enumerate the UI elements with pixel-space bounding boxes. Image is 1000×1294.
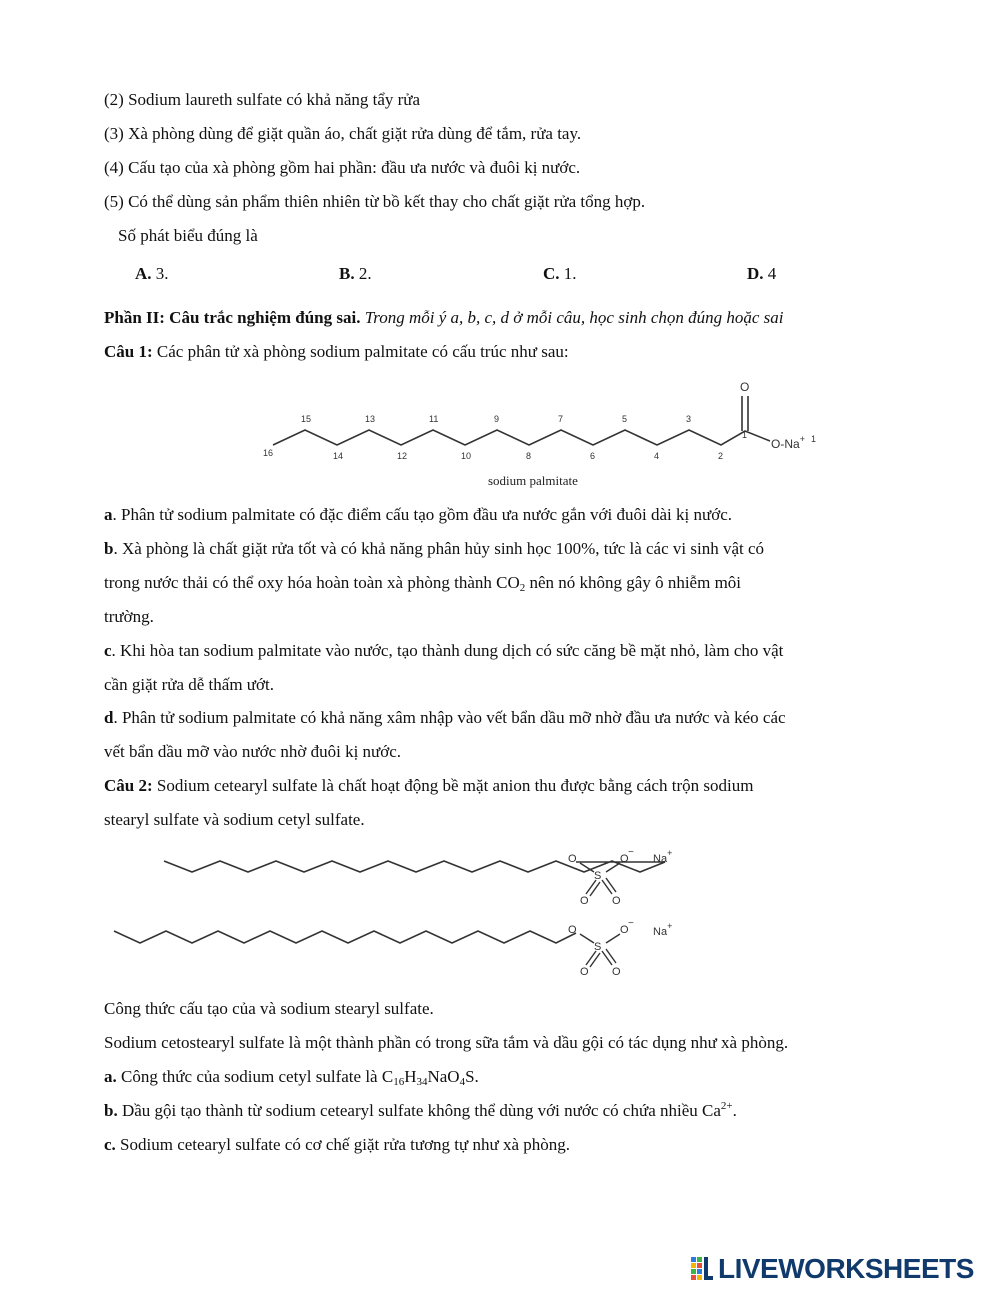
stearyl-minus: − [628,918,634,929]
q1-c-text1: . Khi hòa tan sodium palmitate vào nước, tạo thành dung dịch có sức căng bề mặt nhỏ, làm cho vật [111,641,784,660]
q2-b-sup: 2+ [720,1100,733,1112]
q2-stem-line2: stearyl sulfate và sodium cetyl sulfate. [104,810,365,829]
cetyl-na: Na [653,853,668,865]
carbon-8: 8 [526,451,532,461]
stearyl-s-o-double-b [590,953,600,967]
carbon-1: 1 [742,430,748,440]
q1-item-d-line1 [104,707,786,729]
statement-5: (5) Có thể dùng sản phẩm thiên nhiên từ bồ kết thay cho chất giặt rửa tổng hợp. [104,192,646,211]
stearyl-sodium [653,921,672,938]
cetyl-s-o-bond [606,863,620,872]
sodium-label: -Na [780,437,800,451]
option-d [747,263,776,285]
cetyl-s-o-double-c [602,880,612,894]
statement-4: (4) Cấu tạo của xà phòng gồm hai phần: đầu ưa nước và đuôi kị nước. [104,158,581,177]
cetyl-sodium [653,848,672,865]
carbon-3: 3 [686,414,692,424]
stearyl-sulfate-group [568,918,672,978]
stearyl-oxygen-lower-left: O [580,966,589,978]
q1-label: Câu 1: [104,342,153,361]
q2-stem-line1 [104,775,753,797]
stearyl-o-s-bond [580,934,594,943]
q2-text1: Sodium cetearyl sulfate là chất hoạt động bề mặt anion thu được bằng cách trộn sodium [152,776,754,795]
part2-title: Phần II: Câu trắc nghiệm đúng sai. [104,308,361,327]
stearyl-s-o-bond [606,934,620,943]
option-a-letter: A. [135,264,152,283]
stearyl-oxygen-bridge: O [568,924,577,936]
carbon-5: 5 [622,414,628,424]
cetyl-minus: − [628,847,634,858]
cetyl-oxygen-anion: O [620,853,629,865]
option-c-text: 1. [559,264,577,283]
carboxylate-oxygen: O [771,437,781,451]
q1-a-text: . Phân tử sodium palmitate có đặc điểm cấu tạo gồm đầu ưa nước gắn với đuôi dài kị nước. [112,505,732,524]
q1-stem [104,341,569,363]
q1-b-label: b [104,539,114,558]
carbon-13: 13 [365,414,376,424]
carboxylate-group [771,434,816,451]
q2-c-text: Sodium cetearyl sulfate có cơ chế giặt rửa tương tự như xà phòng. [115,1135,571,1154]
cetyl-chain [164,861,665,872]
q2-item-a [104,1066,479,1088]
option-c [543,263,577,285]
q2-b-label: b. [104,1101,118,1120]
option-b-letter: B. [339,264,355,283]
q1-a-label: a [104,505,113,524]
option-b-text: 2. [354,264,372,283]
option-d-letter: D. [747,264,764,283]
q2-a-label: a. [104,1067,117,1086]
q1-item-b-line2 [104,572,741,594]
liveworksheets-logo-icon [690,1255,714,1283]
carbon-16: 16 [263,448,274,458]
cetyl-s-o-double-a [586,880,596,894]
carbon-9: 9 [494,414,500,424]
q1-d-text1: . Phân tử sodium palmitate có khả năng xâm nhập vào vết bẩn dầu mỡ nhờ đầu ưa nước và kéo các [113,708,786,727]
carbon-4: 4 [654,451,660,461]
q1-item-d-line2: vết bẩn dầu mỡ vào nước nhờ đuôi kị nước. [104,742,402,761]
q1-b-sub: 2 [519,582,526,594]
q2-b-text: Dầu gội tạo thành từ sodium cetearyl sulfate không thể dùng với nước có chứa nhiều Ca [117,1101,721,1120]
cetyl-s-o-double-d [606,878,616,892]
part2-instruction: Trong mỗi ý a, b, c, d ở mỗi câu, học sinh chọn đúng hoặc sai [360,308,784,327]
q1-b-text1: . Xà phòng là chất giặt rửa tốt và có khả năng phân hủy sinh học 100%, tức là các vi sinh vật có [113,539,765,558]
option-c-letter: C. [543,264,560,283]
q1-text: Các phân tử xà phòng sodium palmitate có cấu trúc như sau: [152,342,569,361]
statement-2: (2) Sodium laureth sulfate có khả năng tẩy rửa [104,90,421,109]
q2-item-c [104,1134,570,1156]
option-b [339,263,372,285]
q2-a-f3: 34 [416,1076,428,1088]
part2-heading [104,307,784,329]
q2-item-b [104,1100,737,1122]
q2-a-text: Công thức của sodium cetyl sulfate là C [116,1067,394,1086]
stearyl-oxygen-lower-right: O [612,966,621,978]
sodium-charge: + [799,434,805,444]
charge-number: 1 [810,434,816,444]
q2-b-end: . [732,1101,737,1120]
stearyl-sulfur: S [594,941,602,953]
q2-c-label: c. [104,1135,116,1154]
cetyl-s-o-double-b [590,882,600,896]
q2-a-f2: H [404,1067,417,1086]
carbon-2: 2 [718,451,724,461]
carbon-11: 11 [429,414,439,424]
sodium-palmitate-figure [250,375,830,490]
carbon-10: 10 [461,451,472,461]
q1-d-label: d [104,708,114,727]
carbon-7: 7 [558,414,564,424]
stearyl-s-o-double-a [586,951,596,965]
carbon-14: 14 [333,451,344,461]
option-a-text: 3. [151,264,169,283]
q1-item-c-line2: cần giặt rửa dễ thấm ướt. [104,675,274,694]
statement-3: (3) Xà phòng dùng để giặt quần áo, chất giặt rửa dùng để tắm, rửa tay. [104,124,582,143]
stearyl-plus: + [667,921,673,931]
cetyl-sulfur: S [594,870,602,882]
q1-item-a [104,504,732,526]
stearyl-oxygen-anion: O [620,924,629,936]
q1-c-label: c [104,641,112,660]
stearyl-s-o-double-c [602,951,612,965]
alkyl-sulfates-figure [110,842,710,984]
figure-caption: sodium palmitate [488,473,578,488]
q2-intro: Sodium cetostearyl sulfate là một thành phần có trong sữa tắm và dầu gội có tác dụng như xà phòng. [104,1033,789,1052]
cetyl-sulfate-group [568,847,672,907]
palmitate-chain [273,430,770,445]
stearyl-na: Na [653,926,668,938]
carbonyl-oxygen: O [740,380,750,394]
cetyl-oxygen-bridge: O [568,853,577,865]
q2-a-f4: NaO [427,1067,460,1086]
cetyl-plus: + [667,848,673,858]
option-a [135,263,169,285]
cetyl-oxygen-lower-left: O [580,895,589,907]
q2-a-f6: S. [465,1067,479,1086]
liveworksheets-logo [690,1252,974,1286]
liveworksheets-logo-text: LIVEWORKSHEETS [718,1253,974,1284]
q1-b-text2a: trong nước thải có thể oxy hóa hoàn toàn xà phòng thành CO [104,573,520,592]
q1-item-c-line1 [104,640,783,662]
option-d-text: 4 [763,264,777,283]
carbon-6: 6 [590,451,596,461]
carbon-12: 12 [397,451,408,461]
question-prompt: Số phát biểu đúng là [118,226,258,245]
q1-item-b-line1 [104,538,764,560]
carbon-15: 15 [301,414,312,424]
q2-a-f1: 16 [393,1076,405,1088]
q2-label: Câu 2: [104,776,153,795]
q1-item-b-line3: trường. [104,607,154,626]
q2-a-f5: 4 [459,1076,466,1088]
cetyl-oxygen-lower-right: O [612,895,621,907]
q2-figure-caption: Công thức cấu tạo của và sodium stearyl sulfate. [104,999,434,1018]
q1-b-text2b: nên nó không gây ô nhiễm môi [525,573,742,592]
stearyl-s-o-double-d [606,949,616,963]
stearyl-chain [114,931,576,943]
